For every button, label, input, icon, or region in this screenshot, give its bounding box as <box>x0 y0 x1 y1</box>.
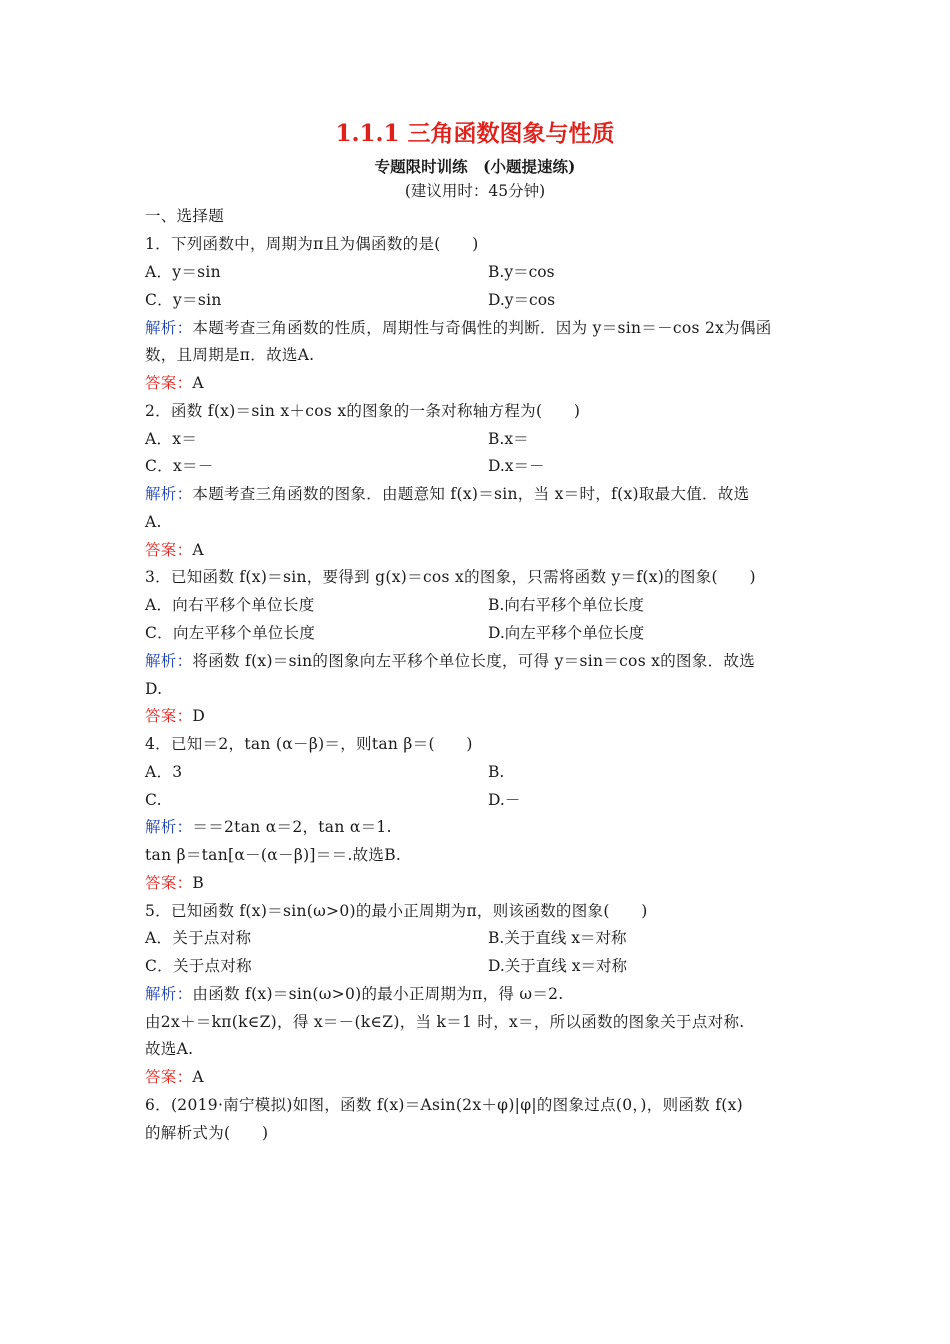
analysis-label: 解析： <box>145 652 193 670</box>
answer-label: 答案： <box>145 874 193 892</box>
q1-analysis <box>145 317 772 339</box>
q5-analysis <box>145 983 564 1005</box>
answer-label: 答案： <box>145 374 193 392</box>
q4-analysis-text: ＝＝2tan α＝2，tan α＝1. <box>192 818 392 836</box>
q1-analysis-cont: 数，且周期是π．故选A. <box>145 346 315 364</box>
q3-option-d: D.向左平移个单位长度 <box>488 624 645 642</box>
q5-option-d: D.关于直线 x＝对称 <box>488 957 627 975</box>
q3-option-b: B.向右平移个单位长度 <box>488 596 644 614</box>
question-3: 3．已知函数 f(x)＝sin，要得到 g(x)＝cos x的图象，只需将函数 y＝f(x)的图象( ) <box>145 568 756 586</box>
q1-option-d: D.y＝cos <box>488 291 556 309</box>
q3-option-a: A．向右平移个单位长度 <box>145 596 315 614</box>
q3-answer-value: D <box>192 707 206 725</box>
q2-option-b: B.x＝ <box>488 430 529 448</box>
q5-answer-value: A <box>192 1068 204 1086</box>
answer-label: 答案： <box>145 1068 193 1086</box>
q4-analysis-cont: tan β＝tan[α－(α－β)]＝＝.故选B. <box>145 846 402 864</box>
q3-analysis <box>145 650 755 672</box>
q2-answer-value: A <box>192 541 204 559</box>
time-note: (建议用时：45分钟) <box>404 182 546 200</box>
q3-analysis-text: 将函数 f(x)＝sin的图象向左平移个单位长度，可得 y＝sin＝cos x的图象．故选 <box>192 652 756 670</box>
q2-option-d: D.x＝－ <box>488 457 545 475</box>
q5-analysis-cont-2: 故选A. <box>145 1040 194 1058</box>
analysis-label: 解析： <box>145 818 193 836</box>
answer-label: 答案： <box>145 541 193 559</box>
q5-option-b: B.关于直线 x＝对称 <box>488 929 627 947</box>
q3-analysis-cont: D. <box>145 680 163 698</box>
q3-answer <box>145 705 205 727</box>
q4-option-a: A．3 <box>145 763 183 781</box>
q1-option-a: A．y＝sin <box>145 263 221 281</box>
question-2: 2．函数 f(x)＝sin x＋cos x的图象的一条对称轴方程为( ) <box>145 402 581 420</box>
question-1: 1．下列函数中，周期为π且为偶函数的是( ) <box>145 235 479 253</box>
q1-option-c: C．y＝sin <box>145 291 222 309</box>
q1-answer-value: A <box>192 374 204 392</box>
question-5: 5．已知函数 f(x)＝sin(ω>0)的最小正周期为π，则该函数的图象( ) <box>145 902 648 920</box>
q1-analysis-text: 本题考查三角函数的性质，周期性与奇偶性的判断．因为 y＝sin＝－cos 2x为偶函 <box>192 319 772 337</box>
q4-option-b: B. <box>488 763 505 781</box>
q4-analysis <box>145 816 392 838</box>
q2-analysis-cont: A. <box>145 513 162 531</box>
q2-analysis <box>145 483 749 505</box>
q5-analysis-cont: 由2x＋＝kπ(k∈Z)，得 x＝－(k∈Z)，当 k＝1 时，x＝，所以函数的图象关于点对称. <box>145 1013 745 1031</box>
q1-option-b: B.y＝cos <box>488 263 555 281</box>
section-heading: 一、选择题 <box>145 207 225 225</box>
q4-answer <box>145 872 204 894</box>
q4-answer-value: B <box>192 874 205 892</box>
q5-option-a: A．关于点对称 <box>145 929 252 947</box>
q5-answer <box>145 1066 204 1088</box>
analysis-label: 解析： <box>145 485 193 503</box>
q2-option-a: A．x＝ <box>145 430 198 448</box>
answer-label: 答案： <box>145 707 193 725</box>
q3-option-c: C．向左平移个单位长度 <box>145 624 316 642</box>
q2-analysis-text: 本题考查三角函数的图象．由题意知 f(x)＝sin，当 x＝时，f(x)取最大值．故选 <box>192 485 750 503</box>
q2-answer <box>145 539 204 561</box>
q2-option-c: C．x＝－ <box>145 457 214 475</box>
q5-analysis-text: 由函数 f(x)＝sin(ω>0)的最小正周期为π，得 ω＝2. <box>192 985 564 1003</box>
analysis-label: 解析： <box>145 985 193 1003</box>
q1-answer <box>145 372 204 394</box>
q4-option-c: C. <box>145 791 162 809</box>
q4-option-d: D.－ <box>488 791 521 809</box>
question-4: 4．已知＝2，tan (α－β)＝，则tan β＝( ) <box>145 735 473 753</box>
question-6: 6．(2019·南宁模拟)如图，函数 f(x)＝Asin(2x＋φ)|φ|的图象过点(0，)，则函数 f(x) <box>145 1096 743 1114</box>
page-subtitle: 专题限时训练 (小题提速练) <box>374 157 576 176</box>
question-6-cont: 的解析式为( ) <box>145 1124 269 1142</box>
q5-option-c: C．关于点对称 <box>145 957 252 975</box>
analysis-label: 解析： <box>145 319 193 337</box>
page-title: 1.1.1 三角函数图象与性质 <box>335 120 615 147</box>
